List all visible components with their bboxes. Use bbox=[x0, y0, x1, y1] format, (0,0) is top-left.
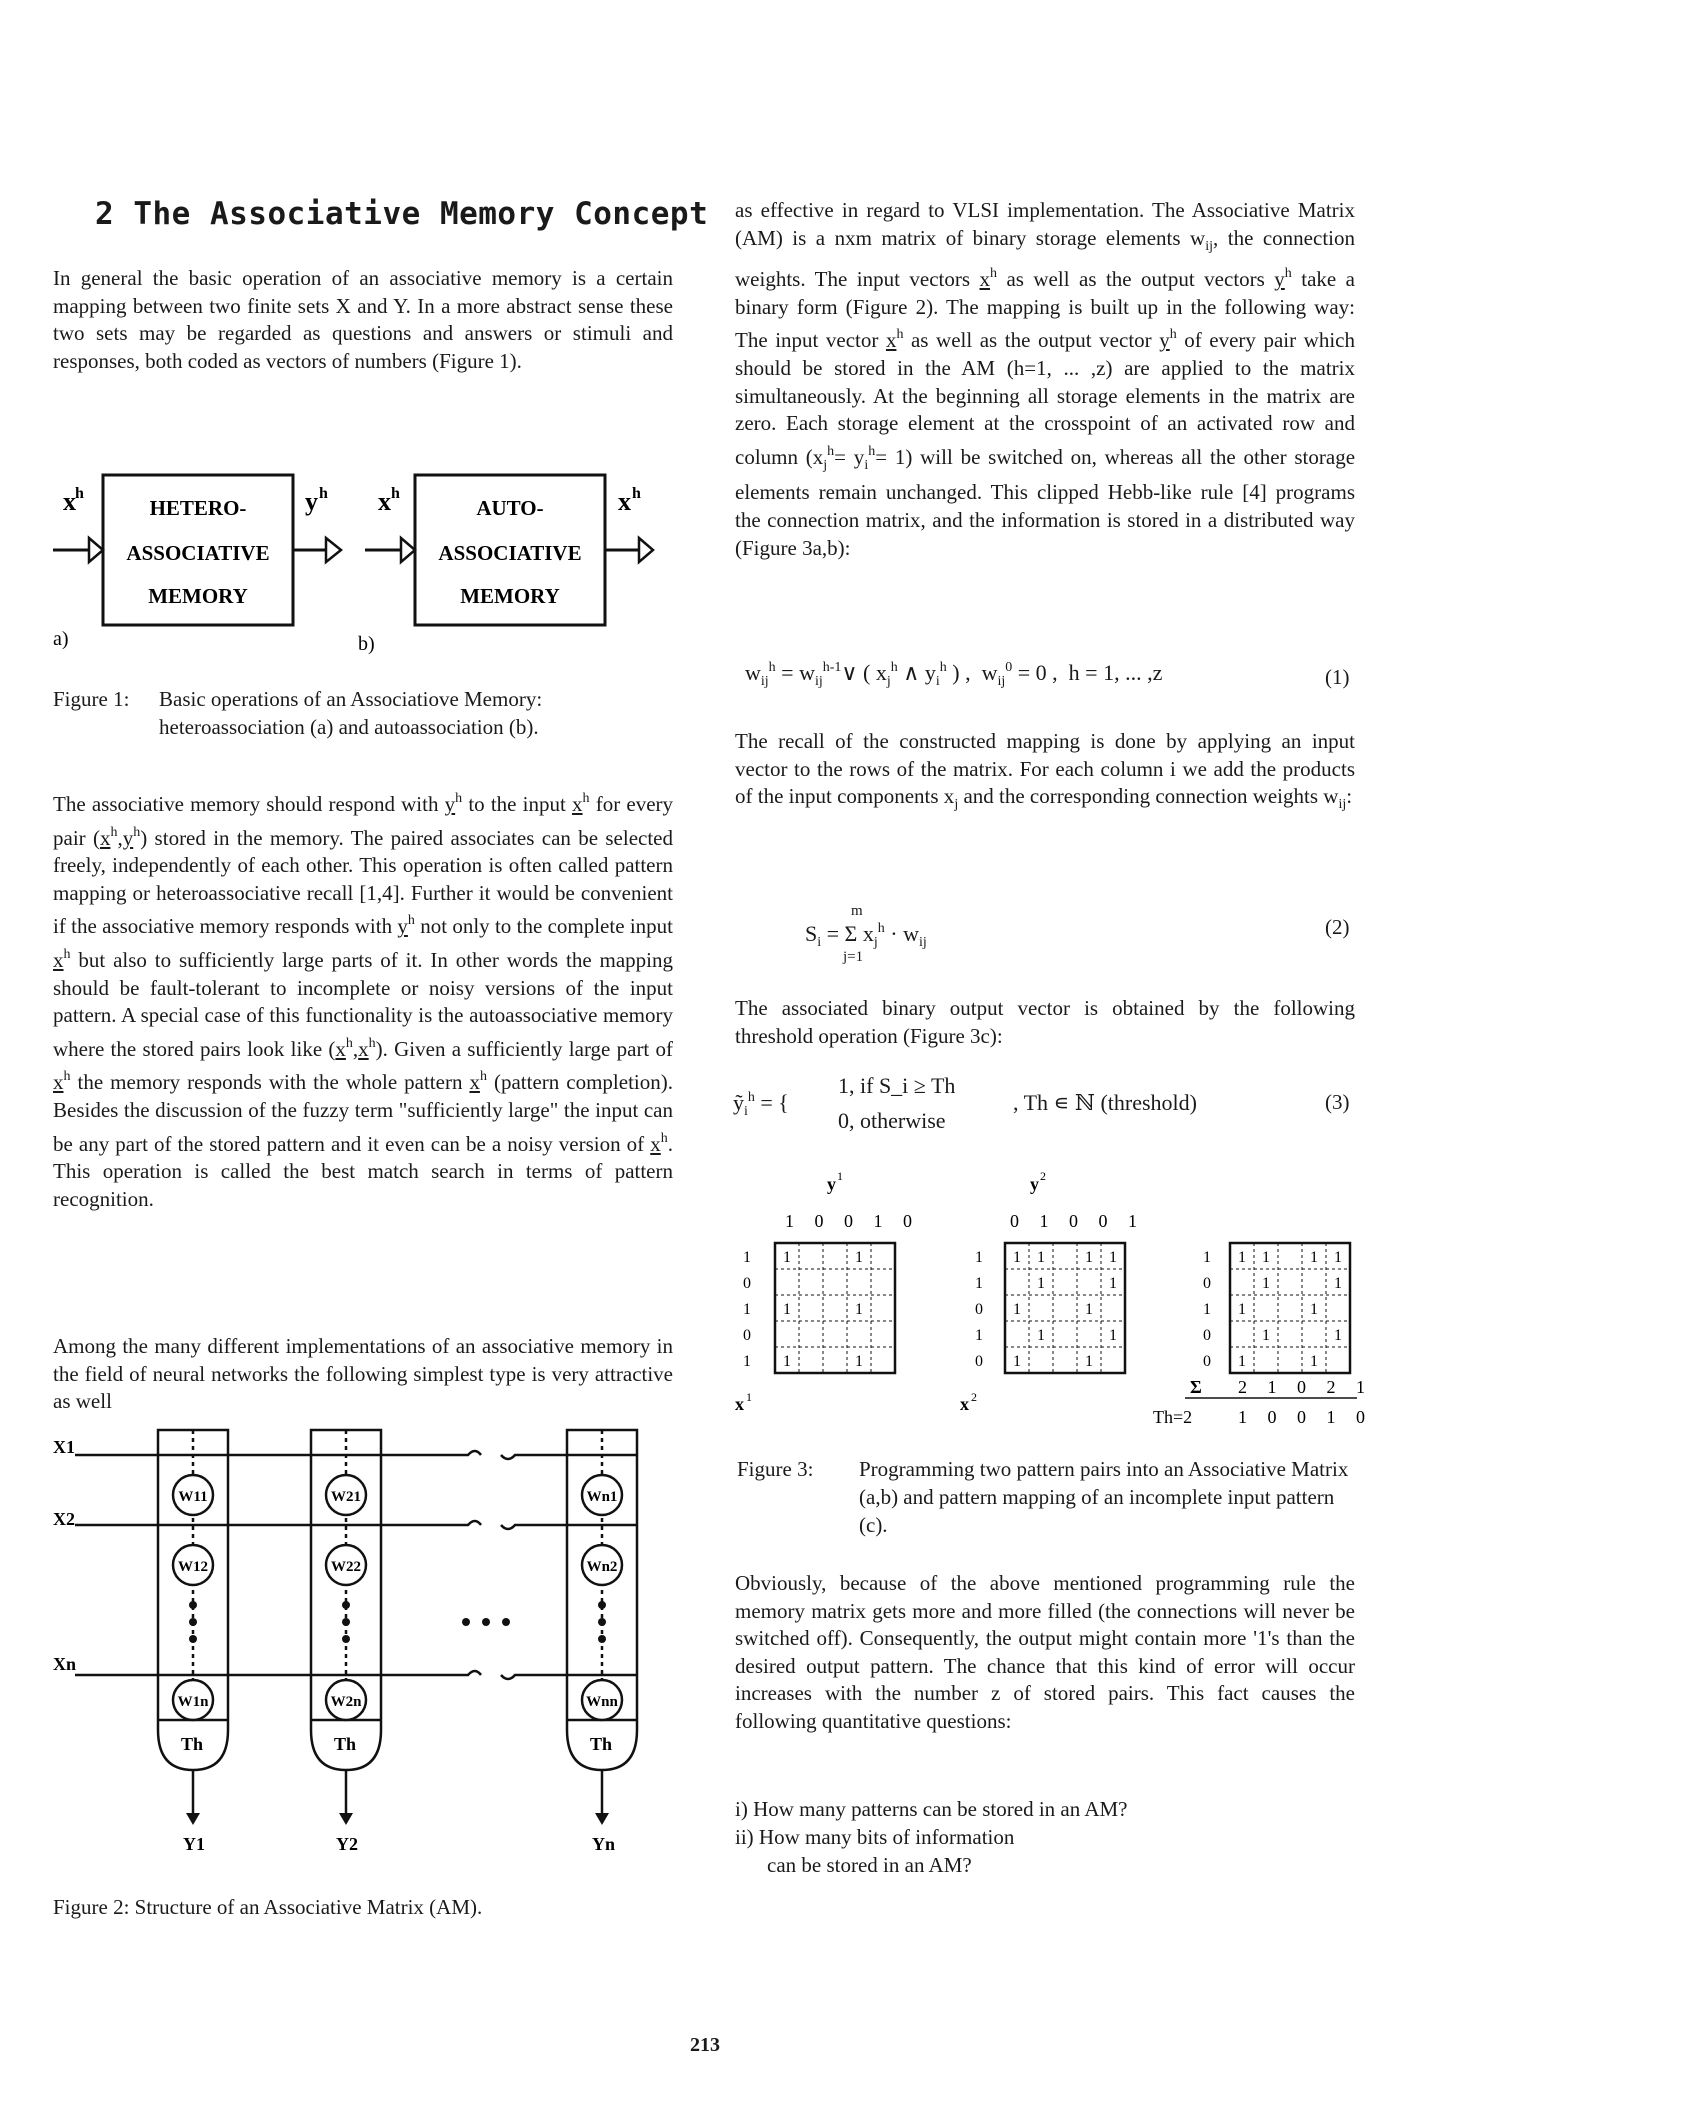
svg-text:1: 1 bbox=[1085, 1249, 1093, 1266]
svg-text:1: 1 bbox=[1203, 1301, 1211, 1318]
svg-text:1: 1 bbox=[837, 1169, 843, 1183]
svg-text:W22: W22 bbox=[331, 1559, 361, 1575]
svg-text:2: 2 bbox=[1040, 1169, 1046, 1183]
figure-3 bbox=[735, 1165, 1373, 1435]
section-title: 2 The Associative Memory Concept bbox=[95, 196, 709, 232]
svg-text:1: 1 bbox=[1238, 1249, 1246, 1266]
figure-3-caption-label: Figure 3: bbox=[737, 1457, 814, 1481]
svg-text:Th: Th bbox=[590, 1734, 613, 1754]
figure-2 bbox=[53, 1425, 673, 1865]
svg-text:Yn: Yn bbox=[592, 1834, 616, 1854]
eq3-case-1: 1, if S_i ≥ Th bbox=[838, 1073, 956, 1098]
figure-1-caption-text: Basic operations of an Associatiove Memory: heteroassociation (a) and autoassociation (b). bbox=[159, 687, 543, 739]
svg-text:Wnn: Wnn bbox=[586, 1694, 618, 1710]
auto-line-3: MEMORY bbox=[460, 584, 560, 608]
fig3-y1-label: y bbox=[827, 1174, 836, 1194]
svg-text:0: 0 bbox=[1203, 1327, 1211, 1344]
question-list bbox=[735, 1795, 1355, 1879]
svg-text:1: 1 bbox=[1037, 1275, 1045, 1292]
svg-text:1: 1 bbox=[1262, 1327, 1270, 1344]
auto-line-2: ASSOCIATIVE bbox=[438, 541, 582, 565]
figure-3-caption bbox=[737, 1455, 1359, 1545]
svg-text:0: 0 bbox=[1203, 1275, 1211, 1292]
svg-text:1: 1 bbox=[975, 1249, 983, 1266]
fig1-out-a: y bbox=[305, 487, 318, 516]
figure-1 bbox=[53, 470, 673, 660]
svg-text:W12: W12 bbox=[178, 1559, 208, 1575]
right-paragraph-3: The associated binary output vector is obtained by the following threshold operation (Figure 3c): bbox=[735, 996, 1355, 1048]
svg-text:1: 1 bbox=[1013, 1249, 1021, 1266]
left-paragraph-2: The associative memory should respond with $y^h$ to the input $x^h$ for every pair $(x^h,y^h)$ stored in the memory. The paired associates can be selected freely, independently of each other. This operation is often called pattern mapping or heteroassociative recall [1,4]. Further it would be convenient if the associative memory responds with $y^h$ not only to the complete input $x^h$ but also to sufficiently large parts of it. In other words the mapping should be fault-tolerant to incomplete or noisy versions of the input pattern. A special case of this functionality is the autoassociative memory where the stored pairs look like $(x^h,x^h)$. Given a sufficiently large part of $x^h$ the memory responds with the whole pattern $x^h$ (pattern completion). Besides the discussion of the fuzzy term "sufficiently large" the input can be any part of the stored pattern and it even can be a noisy version of $x^h$. This operation is called the best match search in terms of pattern recognition. bbox=[53, 791, 674, 1211]
left-paragraph-3: Among the many different implementations of an associative memory in the field of neural networks the following simplest type is very attractive as well bbox=[53, 1334, 673, 1414]
svg-text:1: 1 bbox=[1013, 1301, 1021, 1318]
eq3-tail: , Th ∊ ℕ (threshold) bbox=[1013, 1090, 1197, 1115]
svg-text:0: 0 bbox=[975, 1301, 983, 1318]
svg-text:1: 1 bbox=[1262, 1275, 1270, 1292]
svg-text:1: 1 bbox=[855, 1353, 863, 1370]
svg-text:0: 0 bbox=[743, 1275, 751, 1292]
svg-text:1: 1 bbox=[1334, 1275, 1342, 1292]
fig3-sums: 2 1 0 2 1 bbox=[1238, 1377, 1373, 1397]
question-1: i) How many patterns can be stored in an AM? bbox=[735, 1797, 1128, 1821]
svg-text:1: 1 bbox=[1037, 1249, 1045, 1266]
equation-3-number: (3) bbox=[1325, 1090, 1350, 1114]
hetero-line-2: ASSOCIATIVE bbox=[126, 541, 270, 565]
svg-text:h: h bbox=[319, 485, 328, 502]
svg-text:X1: X1 bbox=[53, 1437, 75, 1457]
svg-text:1: 1 bbox=[855, 1249, 863, 1266]
fig3-y2-label: y bbox=[1030, 1174, 1039, 1194]
svg-text:1: 1 bbox=[1085, 1353, 1093, 1370]
hetero-line-3: MEMORY bbox=[148, 584, 248, 608]
svg-text:W2n: W2n bbox=[330, 1694, 362, 1710]
svg-text:1: 1 bbox=[975, 1327, 983, 1344]
fig1-in-b: x bbox=[378, 487, 391, 516]
svg-text:1: 1 bbox=[1310, 1301, 1318, 1318]
page-number: 213 bbox=[690, 2034, 720, 2056]
equation-1: $w_{ij}^h$ = $w_{ij}^{h-1}\vee$ ( $x_j^h$ ∧ $y_i^h$ ) , $w_{ij}^0 = 0$ , h = 1, ... ,z bbox=[745, 660, 1163, 689]
svg-text:1: 1 bbox=[1334, 1249, 1342, 1266]
svg-text:0: 0 bbox=[975, 1353, 983, 1370]
svg-text:Wn2: Wn2 bbox=[586, 1559, 618, 1575]
fig3-x2-label: x bbox=[960, 1394, 969, 1414]
svg-text:1: 1 bbox=[1085, 1301, 1093, 1318]
svg-text:W11: W11 bbox=[178, 1489, 208, 1505]
svg-text:W21: W21 bbox=[331, 1489, 361, 1505]
fig3-th-label: Th=2 bbox=[1153, 1407, 1193, 1427]
svg-text:2: 2 bbox=[971, 1390, 977, 1404]
svg-text:1: 1 bbox=[1037, 1327, 1045, 1344]
question-2b: can be stored in an AM? bbox=[767, 1853, 972, 1877]
fig1-in-a: x bbox=[63, 487, 76, 516]
svg-text:1: 1 bbox=[855, 1301, 863, 1318]
fig1-label-b: b) bbox=[358, 633, 375, 655]
svg-text:Y2: Y2 bbox=[336, 1834, 358, 1854]
fig1-label-a: a) bbox=[53, 628, 69, 650]
svg-text:1: 1 bbox=[1238, 1353, 1246, 1370]
svg-text:1: 1 bbox=[1334, 1327, 1342, 1344]
svg-text:h: h bbox=[75, 485, 84, 502]
svg-text:Xn: Xn bbox=[53, 1654, 77, 1674]
figure-1-caption-label: Figure 1: bbox=[53, 687, 130, 711]
fig1-out-b: x bbox=[618, 487, 631, 516]
equation-1-number: (1) bbox=[1325, 665, 1350, 689]
svg-text:1: 1 bbox=[1013, 1353, 1021, 1370]
svg-text:X2: X2 bbox=[53, 1509, 75, 1529]
eq3-case-2: 0, otherwise bbox=[838, 1108, 946, 1133]
right-paragraph-1: as effective in regard to VLSI implementation. The Associative Matrix (AM) is a nxm matrix of binary storage elements $w_{ij}$, the connection weights. The input vectors $x^h$ as well as the output vectors $y^h$ take a binary form (Figure 2). The mapping is built up in the following way: The input vector $x^h$ as well as the output vector $y^h$ of every pair which should be stored in the AM (h=1, ... ,z) are applied to the matrix simultaneously. At the beginning all storage elements in the matrix are zero. Each storage element at the crosspoint of an activated row and column $(x_j^h= y_i^h= 1)$ will be switched on, whereas all the other storage elements remain unchanged. This clipped Hebb-like rule [4] programs the connection matrix, and the information is stored in a distributed way (Figure 3a,b): bbox=[735, 198, 1356, 560]
svg-text:0: 0 bbox=[743, 1327, 751, 1344]
question-2a: ii) How many bits of information bbox=[735, 1825, 1015, 1849]
svg-text:1: 1 bbox=[783, 1249, 791, 1266]
fig3-sum-label: Σ bbox=[1190, 1377, 1202, 1397]
svg-text:Wn1: Wn1 bbox=[586, 1489, 618, 1505]
fig3-y1: 1 0 0 1 0 bbox=[785, 1211, 920, 1231]
svg-text:1: 1 bbox=[1109, 1249, 1117, 1266]
svg-text:1: 1 bbox=[743, 1353, 751, 1370]
right-paragraph-2: The recall of the constructed mapping is done by applying an input vector to the rows of the matrix. For each column i we add the products of the input components $x_j$ and the corresponding connection weights $w_{ij}$: bbox=[735, 729, 1355, 813]
svg-text:0: 0 bbox=[1203, 1353, 1211, 1370]
svg-text:1: 1 bbox=[1238, 1301, 1246, 1318]
svg-text:1: 1 bbox=[783, 1353, 791, 1370]
svg-text:h: h bbox=[391, 485, 400, 502]
svg-text:1: 1 bbox=[743, 1301, 751, 1318]
auto-line-1: AUTO- bbox=[476, 496, 544, 520]
svg-text:1: 1 bbox=[1262, 1249, 1270, 1266]
svg-text:Y1: Y1 bbox=[183, 1834, 205, 1854]
svg-text:1: 1 bbox=[1109, 1275, 1117, 1292]
svg-text:Th: Th bbox=[334, 1734, 357, 1754]
svg-text:1: 1 bbox=[975, 1275, 983, 1292]
fig3-result: 1 0 0 1 0 bbox=[1238, 1407, 1373, 1427]
fig3-y2: 0 1 0 0 1 bbox=[1010, 1211, 1145, 1231]
svg-text:1: 1 bbox=[743, 1249, 751, 1266]
equation-3: $ỹ_i^h$ = { 1, if S_i ≥ Th 0, otherwise , Th ∊ ℕ (threshold) bbox=[733, 1073, 1197, 1133]
svg-text:1: 1 bbox=[1310, 1249, 1318, 1266]
svg-text:W1n: W1n bbox=[177, 1694, 209, 1710]
fig3-x1-label: x bbox=[735, 1394, 744, 1414]
figure-2-caption: Figure 2: Structure of an Associative Matrix (AM). bbox=[53, 1895, 483, 1919]
svg-text:1: 1 bbox=[1310, 1353, 1318, 1370]
figure-3-caption-text: Programming two pattern pairs into an Associative Matrix (a,b) and pattern mapping of an incomplete input pattern (c). bbox=[859, 1457, 1349, 1537]
hetero-line-1: HETERO- bbox=[149, 496, 247, 520]
svg-text:Th: Th bbox=[181, 1734, 204, 1754]
left-paragraph-1: In general the basic operation of an associative memory is a certain mapping between two finite sets X and Y. In a more abstract sense these two sets may be regarded as questions and answers or stimuli and responses, both coded as vectors of numbers (Figure 1). bbox=[53, 266, 673, 373]
svg-text:1: 1 bbox=[1203, 1249, 1211, 1266]
svg-text:1: 1 bbox=[1109, 1327, 1117, 1344]
equation-2-number: (2) bbox=[1325, 915, 1350, 939]
svg-text:1: 1 bbox=[783, 1301, 791, 1318]
figure-1-caption bbox=[53, 685, 675, 745]
svg-text:1: 1 bbox=[746, 1390, 752, 1404]
right-paragraph-4: Obviously, because of the above mentioned programming rule the memory matrix gets more and more filled (the connections will never be switched off). Consequently, the output might contain more '1's than the desired output pattern. The chance that this kind of error will occur increases with the number z of stored pairs. This fact causes the following quantitative questions: bbox=[735, 1571, 1355, 1733]
svg-text:h: h bbox=[632, 485, 641, 502]
